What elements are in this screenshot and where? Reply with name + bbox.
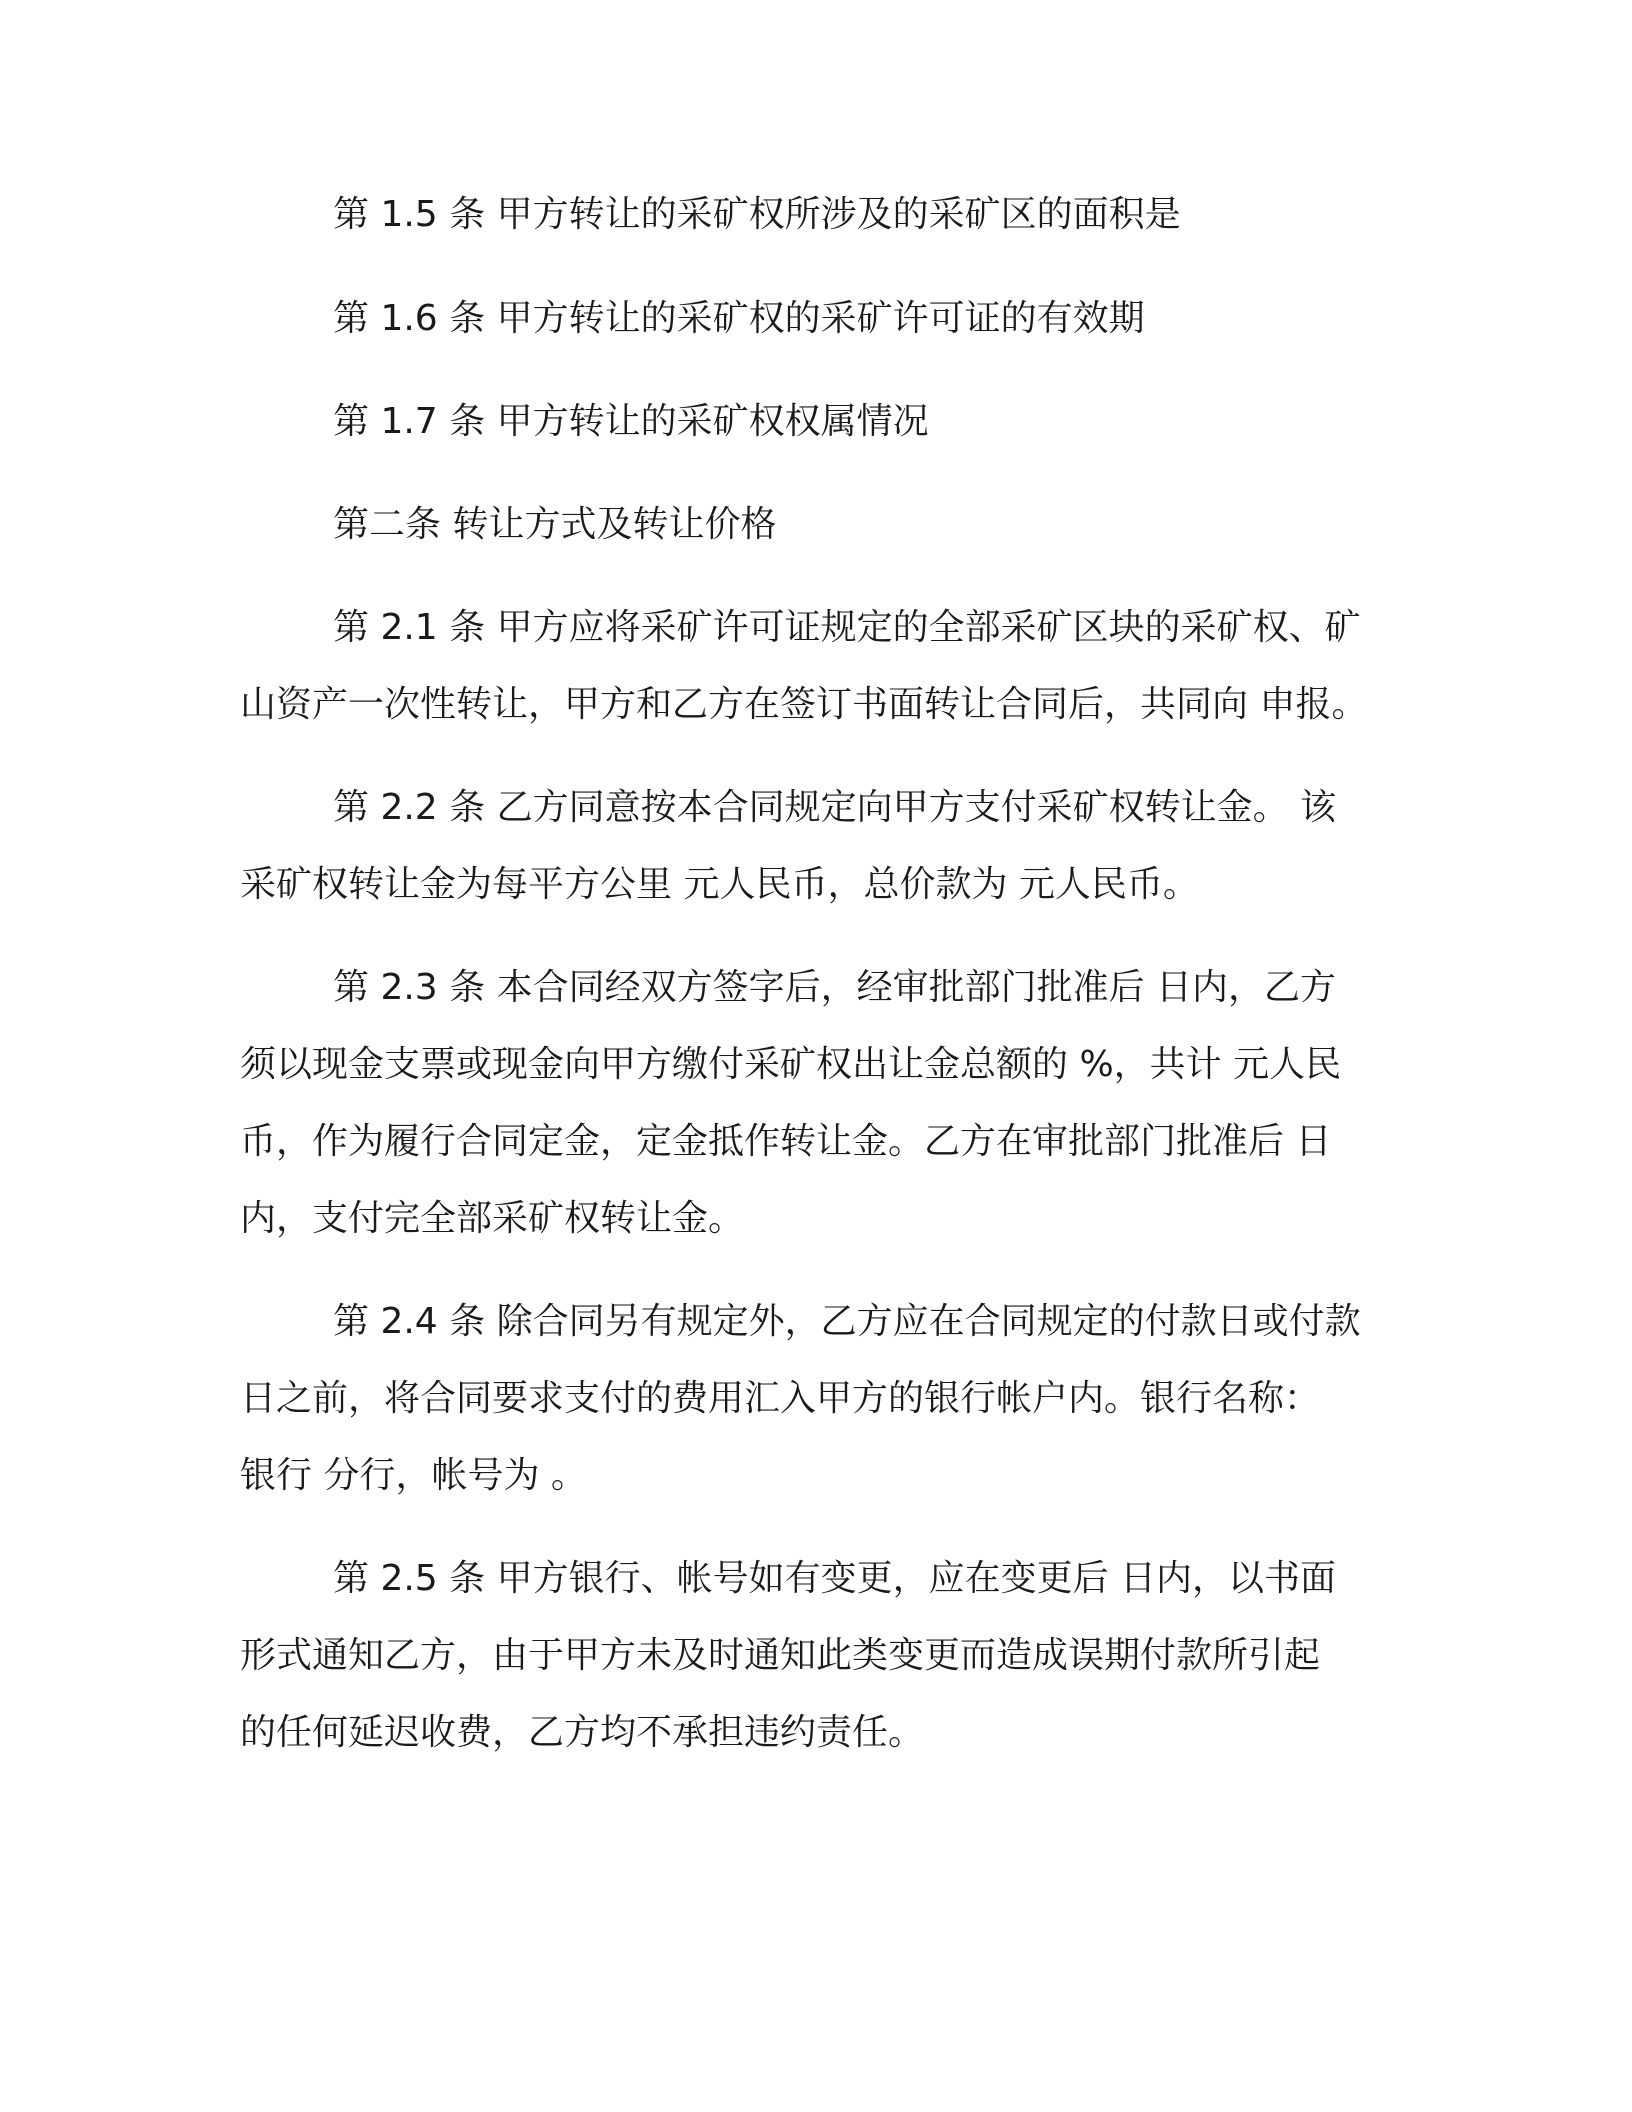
clause-2-1-line-2: 山资产一次性转让，甲方和乙方在签订书面转让合同后，共同向 申报。 — [240, 684, 1368, 725]
clause-2-5-line-3: 的任何延迟收费，乙方均不承担违约责任。 — [240, 1712, 925, 1753]
clause-2-4-line-2: 日之前，将合同要求支付的费用汇入甲方的银行帐户内。银行名称： — [240, 1378, 1321, 1419]
clause-2-4-line-3: 银行 分行，帐号为 。 — [240, 1455, 587, 1496]
clause-1-5-line-1: 第 1.5 条 甲方转让的采矿权所涉及的采矿区的面积是 — [333, 194, 1181, 235]
clause-2-2-line-2: 采矿权转让金为每平方公里 元人民币，总价款为 元人民币。 — [240, 864, 1199, 905]
clause-2-3-line-4: 内，支付完全部采矿权转让金。 — [240, 1198, 745, 1239]
clause-2-1-line-1: 第 2.1 条 甲方应将采矿许可证规定的全部采矿区块的采矿权、矿 — [333, 607, 1361, 648]
clause-2-5-line-2: 形式通知乙方，由于甲方未及时通知此类变更而造成误期付款所引起 — [240, 1635, 1321, 1676]
clause-2-3-line-2: 须以现金支票或现金向甲方缴付采矿权出让金总额的 %，共计 元人民 — [240, 1044, 1342, 1085]
clause-1-7-line-1: 第 1.7 条 甲方转让的采矿权权属情况 — [333, 401, 929, 442]
clause-2-3-line-3: 币，作为履行合同定金，定金抵作转让金。乙方在审批部门批准后 日 — [240, 1121, 1332, 1162]
article-2-heading: 第二条 转让方式及转让价格 — [333, 504, 777, 545]
clause-2-3-line-1: 第 2.3 条 本合同经双方签字后，经审批部门批准后 日内，乙方 — [333, 967, 1337, 1008]
clause-2-2-line-1: 第 2.2 条 乙方同意按本合同规定向甲方支付采矿权转让金。 该 — [333, 787, 1337, 828]
clause-2-4-line-1: 第 2.4 条 除合同另有规定外，乙方应在合同规定的付款日或付款 — [333, 1301, 1361, 1342]
clause-1-6-line-1: 第 1.6 条 甲方转让的采矿权的采矿许可证的有效期 — [333, 298, 1145, 339]
clause-2-5-line-1: 第 2.5 条 甲方银行、帐号如有变更，应在变更后 日内，以书面 — [333, 1558, 1337, 1599]
